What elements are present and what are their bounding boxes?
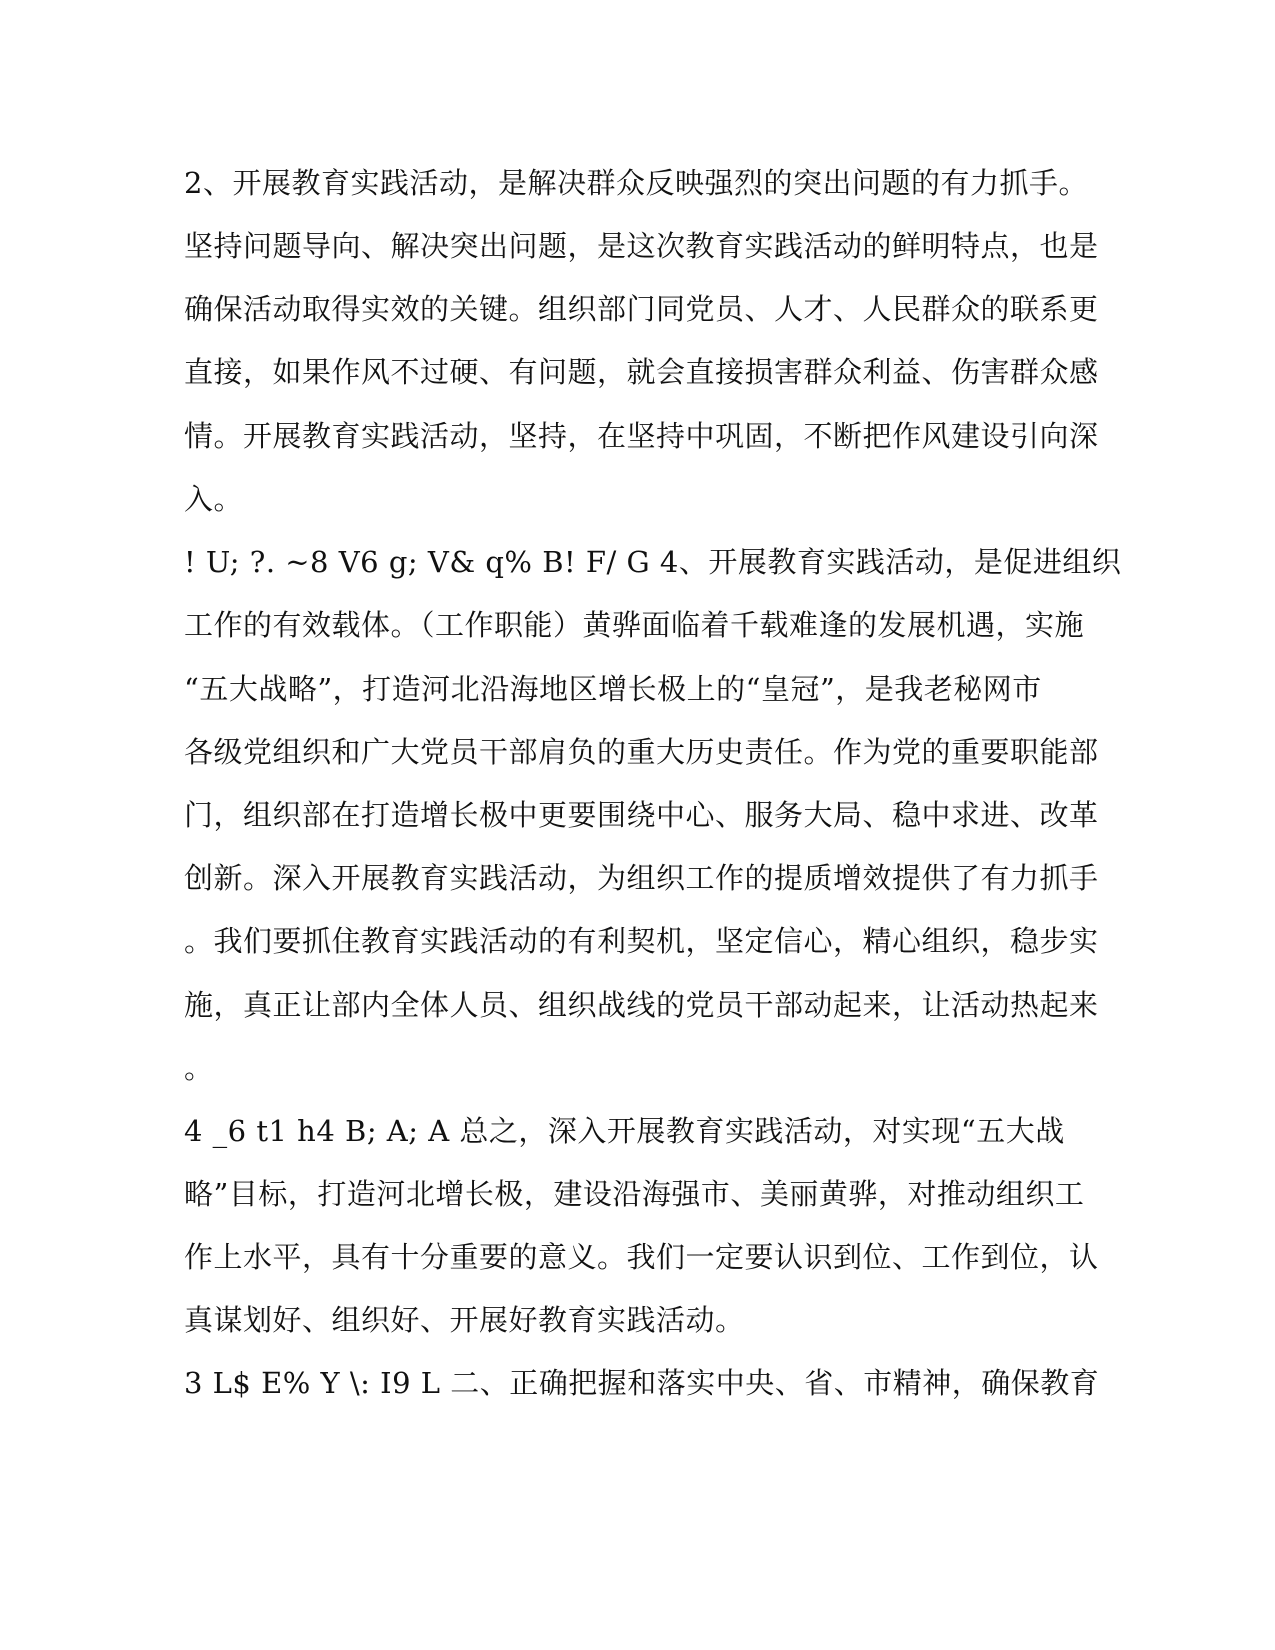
text-line: 略”目标，打造河北增长极，建设沿海强市、美丽黄骅，对推动组织工 <box>184 1177 1085 1211</box>
text-line: 工作的有效载体。（工作职能）黄骅面临着千载难逢的发展机遇，实施 <box>184 608 1085 642</box>
text-line: 门，组织部在打造增长极中更要围绕中心、服务大局、稳中求进、改革 <box>184 798 1099 832</box>
text-line: 创新。深入开展教育实践活动，为组织工作的提质增效提供了有力抓手 <box>184 861 1099 895</box>
text-line: 。 <box>184 1051 214 1085</box>
text-line: 坚持问题导向、解决突出问题，是这次教育实践活动的鲜明特点，也是 <box>184 229 1099 263</box>
text-line: 情。开展教育实践活动，坚持，在坚持中巩固，不断把作风建设引向深 <box>184 419 1099 453</box>
text-line: 施，真正让部内全体人员、组织战线的党员干部动起来，让活动热起来 <box>184 988 1099 1022</box>
text-line: 2、开展教育实践活动，是解决群众反映强烈的突出问题的有力抓手。 <box>184 166 1088 200</box>
text-line: 3 L$ E% Y \: I9 L 二、正确把握和落实中央、省、市精神，确保教育 <box>184 1366 1100 1400</box>
text-line: 各级党组织和广大党员干部肩负的重大历史责任。作为党的重要职能部 <box>184 735 1099 769</box>
text-line: 直接，如果作风不过硬、有问题，就会直接损害群众利益、伤害群众感 <box>184 355 1099 389</box>
text-line: 作上水平，具有十分重要的意义。我们一定要认识到位、工作到位，认 <box>184 1240 1099 1274</box>
text-line: “五大战略”，打造河北沿海地区增长极上的“皇冠”，是我老秘网市 <box>184 672 1042 706</box>
text-line: 。我们要抓住教育实践活动的有利契机，坚定信心，精心组织，稳步实 <box>184 924 1099 958</box>
text-line: ! U; ?. ~8 V6 g; V& q% B! F/ G 4、开展教育实践活动，是促进组织 <box>184 545 1122 579</box>
text-line: 入。 <box>184 482 244 516</box>
text-line: 确保活动取得实效的关键。组织部门同党员、人才、人民群众的联系更 <box>184 292 1099 326</box>
text-line: 4 _6 t1 h4 B; A; A 总之，深入开展教育实践活动，对实现“五大战 <box>184 1114 1065 1148</box>
text-line: 真谋划好、组织好、开展好教育实践活动。 <box>184 1303 745 1337</box>
